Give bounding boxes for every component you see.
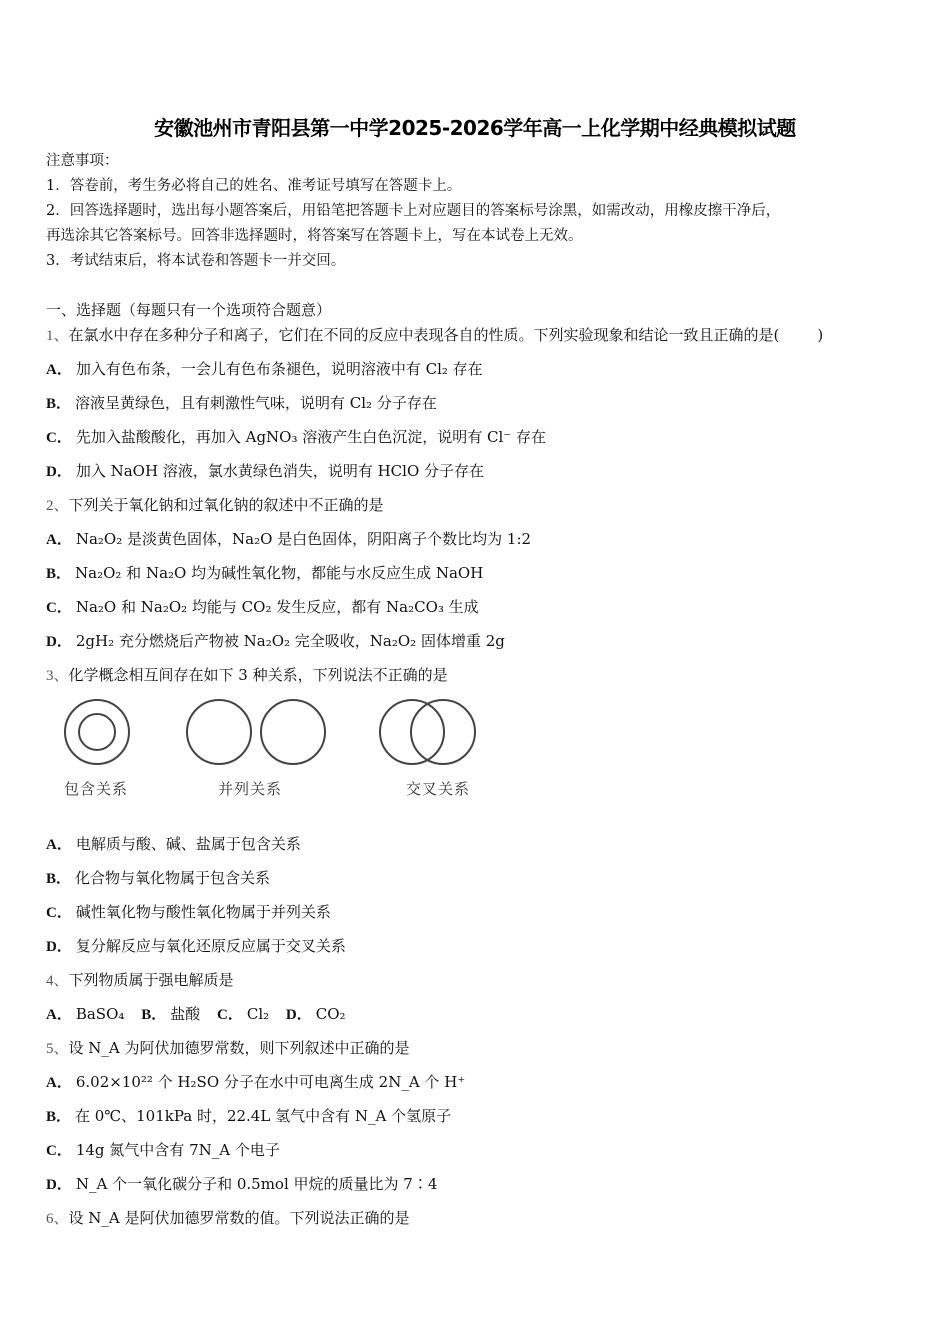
question-1-option-c[interactable] (46, 427, 546, 448)
option-label: D． (46, 634, 72, 650)
question-text: 设 N_A 是阿伏加德罗常数的值。下列说法正确的是 (68, 1209, 410, 1227)
option-label: D． (46, 464, 72, 480)
question-2-option-a[interactable] (46, 529, 531, 550)
option-label: C． (46, 600, 72, 616)
option-text: 6.02×10²² 个 H₂SO 分子在水中可电离生成 2N_A 个 H⁺ (75, 1073, 466, 1091)
question-text: 化学概念相互间存在如下 3 种关系，下列说法不正确的是 (68, 666, 448, 684)
question-text: 在氯水中存在多种分子和离子，它们在不同的反应中表现各自的性质。下列实验现象和结论一致且正确的是( (68, 326, 780, 344)
question-number: 3、 (46, 668, 69, 684)
option-text: Na₂O₂ 是淡黄色固体，Na₂O 是白色固体，阴阳离子个数比均为 1:2 (75, 530, 532, 548)
option-text: 盐酸 (170, 1005, 201, 1023)
question-text: 下列关于氧化钠和过氧化钠的叙述中不正确的是 (68, 496, 384, 514)
question-number: 4、 (46, 973, 69, 989)
option-text: 2gH₂ 充分燃烧后产物被 Na₂O₂ 完全吸收，Na₂O₂ 固体增重 2g (75, 632, 505, 650)
question-1-option-a[interactable] (46, 359, 483, 380)
question-2-option-b[interactable] (46, 563, 483, 584)
option-text: 加入有色布条，一会儿有色布条褪色，说明溶液中有 Cl₂ 存在 (75, 360, 483, 378)
option-label: C． (46, 905, 72, 921)
option-text: 溶液呈黄绿色，且有刺激性气味，说明有 Cl₂ 分子存在 (75, 394, 437, 412)
question-number: 2、 (46, 498, 69, 514)
question-2-option-d[interactable] (46, 631, 505, 652)
option-label: D． (46, 939, 72, 955)
question-4-option-a[interactable] (46, 1005, 124, 1023)
question-2-option-c[interactable] (46, 597, 479, 618)
notice-item-3: 3．考试结束后，将本试卷和答题卡一并交回。 (46, 253, 346, 269)
option-text: BaSO₄ (75, 1005, 125, 1023)
question-3-option-d[interactable] (46, 936, 346, 957)
option-label: C． (217, 1007, 243, 1023)
option-label: B． (141, 1007, 167, 1023)
option-label: D． (285, 1007, 312, 1023)
question-4-option-c[interactable] (217, 1005, 269, 1023)
notice-item-2-cont: 再选涂其它答案标号。回答非选择题时，将答案写在答题卡上，写在本试卷上无效。 (46, 228, 583, 244)
notice-heading: 注意事项： (46, 153, 119, 169)
option-label: A． (46, 362, 72, 378)
label-intersection: 交叉关系 (406, 780, 471, 798)
question-5-stem (46, 1038, 410, 1059)
question-1-option-b[interactable] (46, 393, 437, 414)
notice-item-2: 2．回答选择题时，选出每小题答案后，用铅笔把答题卡上对应题目的答案标号涂黑，如需改动，用橡皮擦干净后， (46, 203, 781, 219)
question-number: 5、 (46, 1041, 69, 1057)
option-label: B． (46, 566, 72, 582)
option-label: C． (46, 1143, 72, 1159)
question-3-option-b[interactable] (46, 868, 270, 889)
option-label: A． (46, 837, 72, 853)
option-text: 加入 NaOH 溶液，氯水黄绿色消失，说明有 HClO 分子存在 (75, 462, 485, 480)
option-text: 14g 氮气中含有 7N_A 个电子 (75, 1141, 280, 1159)
option-label: A． (46, 1075, 72, 1091)
question-3-option-c[interactable] (46, 902, 331, 923)
label-inclusion: 包含关系 (64, 780, 129, 798)
question-2-stem (46, 495, 384, 516)
option-label: B． (46, 871, 72, 887)
section-heading: 一、选择题（每题只有一个选项符合题意） (46, 301, 332, 319)
question-5-option-a[interactable] (46, 1072, 465, 1093)
question-1-option-d[interactable] (46, 461, 484, 482)
question-1-stem (46, 325, 823, 346)
option-label: B． (46, 1109, 72, 1125)
label-parallel: 并列关系 (218, 780, 283, 798)
question-5-option-d[interactable] (46, 1174, 437, 1195)
option-text: 在 0℃、101kPa 时，22.4L 氢气中含有 N_A 个氢原子 (75, 1107, 452, 1125)
option-text: 复分解反应与氧化还原反应属于交叉关系 (75, 937, 346, 955)
question-paren-end: ) (817, 326, 824, 344)
option-label: B． (46, 396, 72, 412)
question-text: 下列物质属于强电解质是 (68, 971, 234, 989)
option-label: A． (46, 1007, 72, 1023)
document-title: 安徽池州市青阳县第一中学2025-2026学年高一上化学期中经典模拟试题 (154, 116, 796, 140)
question-6-stem (46, 1208, 410, 1229)
question-4-option-d[interactable] (286, 1005, 346, 1023)
option-text: 化合物与氧化物属于包含关系 (75, 869, 271, 887)
option-text: CO₂ (315, 1005, 346, 1023)
question-5-option-b[interactable] (46, 1106, 451, 1127)
option-text: Cl₂ (246, 1005, 270, 1023)
option-label: C． (46, 430, 72, 446)
venn-circles-icon (56, 696, 496, 771)
option-label: A． (46, 532, 72, 548)
question-4-options (46, 1004, 346, 1025)
option-text: Na₂O₂ 和 Na₂O 均为碱性氧化物，都能与水反应生成 NaOH (75, 564, 484, 582)
question-3-stem (46, 665, 448, 686)
option-label: D． (46, 1177, 72, 1193)
option-text: 碱性氧化物与酸性氧化物属于并列关系 (75, 903, 331, 921)
option-text: Na₂O 和 Na₂O₂ 均能与 CO₂ 发生反应，都有 Na₂CO₃ 生成 (75, 598, 479, 616)
question-5-option-c[interactable] (46, 1140, 280, 1161)
question-4-stem (46, 970, 234, 991)
question-3-option-a[interactable] (46, 834, 301, 855)
question-number: 1、 (46, 328, 69, 344)
relationship-diagram (56, 696, 496, 806)
option-text: 先加入盐酸酸化，再加入 AgNO₃ 溶液产生白色沉淀，说明有 Cl⁻ 存在 (75, 428, 546, 446)
question-number: 6、 (46, 1211, 69, 1227)
option-text: 电解质与酸、碱、盐属于包含关系 (75, 835, 301, 853)
option-text: N_A 个一氧化碳分子和 0.5mol 甲烷的质量比为 7∶4 (75, 1175, 438, 1193)
question-4-option-b[interactable] (141, 1005, 200, 1023)
notice-item-1: 1．答卷前，考生务必将自己的姓名、准考证号填写在答题卡上。 (46, 178, 462, 194)
question-text: 设 N_A 为阿伏加德罗常数，则下列叙述中正确的是 (68, 1039, 410, 1057)
